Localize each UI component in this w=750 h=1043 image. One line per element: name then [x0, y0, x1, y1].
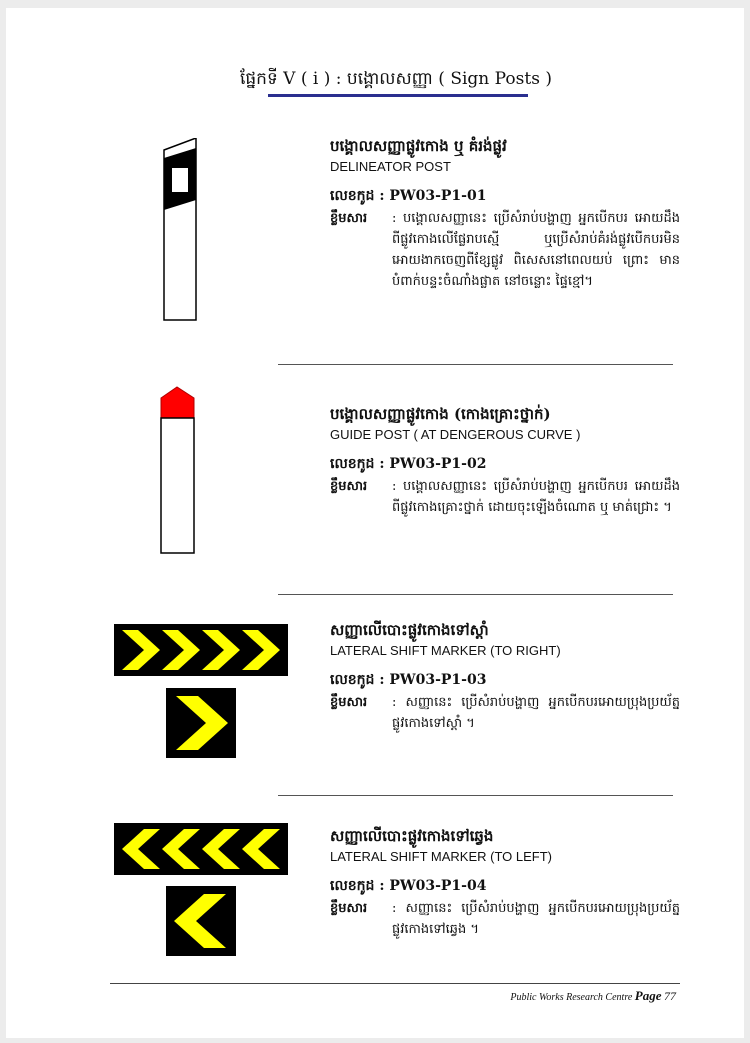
- sign-code-line: [330, 670, 680, 690]
- footer-divider: [110, 983, 680, 984]
- description-label: ខ្លឹមសារ: [330, 211, 368, 226]
- code-label: លេខកូដ: [330, 456, 375, 472]
- sign-code: : PW03-P1-02: [379, 456, 487, 472]
- sign-kh-title: បង្គោលសញ្ញាផ្លូវកោង ឬ គំរង់ផ្លូវ: [330, 137, 507, 155]
- section-divider: [278, 594, 673, 595]
- sign-en-title: GUIDE POST ( AT DENGEROUS CURVE ): [330, 427, 581, 442]
- sign-kh-title: សញ្ញាលើបោះផ្លូវកោងទៅឆ្វេង: [330, 827, 494, 845]
- sign-en-title: LATERAL SHIFT MARKER (TO RIGHT): [330, 643, 561, 658]
- sign-code: : PW03-P1-04: [379, 878, 487, 894]
- chevron-board-right-illustration: [114, 624, 288, 676]
- section-divider: [278, 364, 673, 365]
- sign-code-line: [330, 186, 680, 206]
- sign-description: : សញ្ញានេះ ប្រើសំរាប់បង្ហាញ អ្នកបើកបរអោយប្រុងប្រយ័ត្ន ផ្លូវកោងទៅឆ្វេង ។: [392, 901, 680, 937]
- sign-entry-lateral-shift-left: [330, 826, 680, 940]
- sign-code-line: [330, 876, 680, 896]
- sign-description-line: [330, 208, 680, 292]
- sign-en-title: LATERAL SHIFT MARKER (TO LEFT): [330, 849, 552, 864]
- page-title: ផ្នែកទី V ( i ) : បង្គោលសញ្ញា ( Sign Posts ): [240, 69, 552, 89]
- description-label: ខ្លឹមសារ: [330, 901, 368, 916]
- sign-description-line: [330, 692, 680, 734]
- guide-post-illustration: [158, 386, 198, 556]
- chevron-board-left-illustration: [114, 823, 288, 875]
- delineator-post-illustration: [160, 138, 200, 322]
- chevron-left-sign-illustration: [166, 886, 236, 956]
- sign-description: : សញ្ញានេះ ប្រើសំរាប់បង្ហាញ អ្នកបើកបរអោយប្រុងប្រយ័ត្ន ផ្លូវកោងទៅស្តាំ ។: [392, 695, 680, 731]
- sign-en-title: DELINEATOR POST: [330, 159, 451, 174]
- sign-code-line: [330, 454, 680, 474]
- description-label: ខ្លឹមសារ: [330, 479, 368, 494]
- sign-description: : បង្គោលសញ្ញានេះ ប្រើសំរាប់បង្ហាញ អ្នកបើកបរ អោយដឹង ពីផ្លូវកោងគ្រោះថ្នាក់ ដោយចុះឡើងចំណោត ឬ មាត់ជ្រោះ ។: [392, 479, 680, 515]
- sign-description-line: [330, 476, 680, 518]
- sign-kh-title: បង្គោលសញ្ញាផ្លូវកោង (កោងគ្រោះថ្នាក់): [330, 405, 551, 423]
- code-label: លេខកូដ: [330, 672, 375, 688]
- sign-code: : PW03-P1-01: [379, 188, 487, 204]
- code-label: លេខកូដ: [330, 878, 375, 894]
- sign-entry-lateral-shift-right: [330, 620, 680, 734]
- code-label: លេខកូដ: [330, 188, 375, 204]
- sign-description: : បង្គោលសញ្ញានេះ ប្រើសំរាប់បង្ហាញ អ្នកបើកបរ អោយដឹង ពីផ្លូវកោងលើផ្លែរាបស្មើ ឬប្រើសំរាប់គំរង់ផ្លូវបើកបរមិនអោយងាកចេញពីខ្សែផ្លូវ ពិសេសនៅពេលយប់ ព្រោះ មានបំពាក់បន្ទះចំណាំងផ្លាត នៅចន្លោះ ផ្ទៃខ្មៅ។: [392, 211, 680, 289]
- footer-page-number: 77: [664, 989, 676, 1003]
- chevron-right-sign-illustration: [166, 688, 236, 758]
- sign-kh-title: សញ្ញាលើបោះផ្លូវកោងទៅស្តាំ: [330, 621, 489, 639]
- section-divider: [278, 795, 673, 796]
- sign-description-line: [330, 898, 680, 940]
- sign-entry-guide-post: [330, 404, 680, 518]
- description-label: ខ្លឹមសារ: [330, 695, 368, 710]
- sign-code: : PW03-P1-03: [379, 672, 487, 688]
- footer-org: Public Works Research Centre: [510, 992, 633, 1003]
- title-underline: [268, 94, 528, 97]
- page-footer: [510, 988, 676, 1004]
- sign-entry-delineator-post: [330, 136, 680, 292]
- footer-page-word: Page: [634, 988, 662, 1003]
